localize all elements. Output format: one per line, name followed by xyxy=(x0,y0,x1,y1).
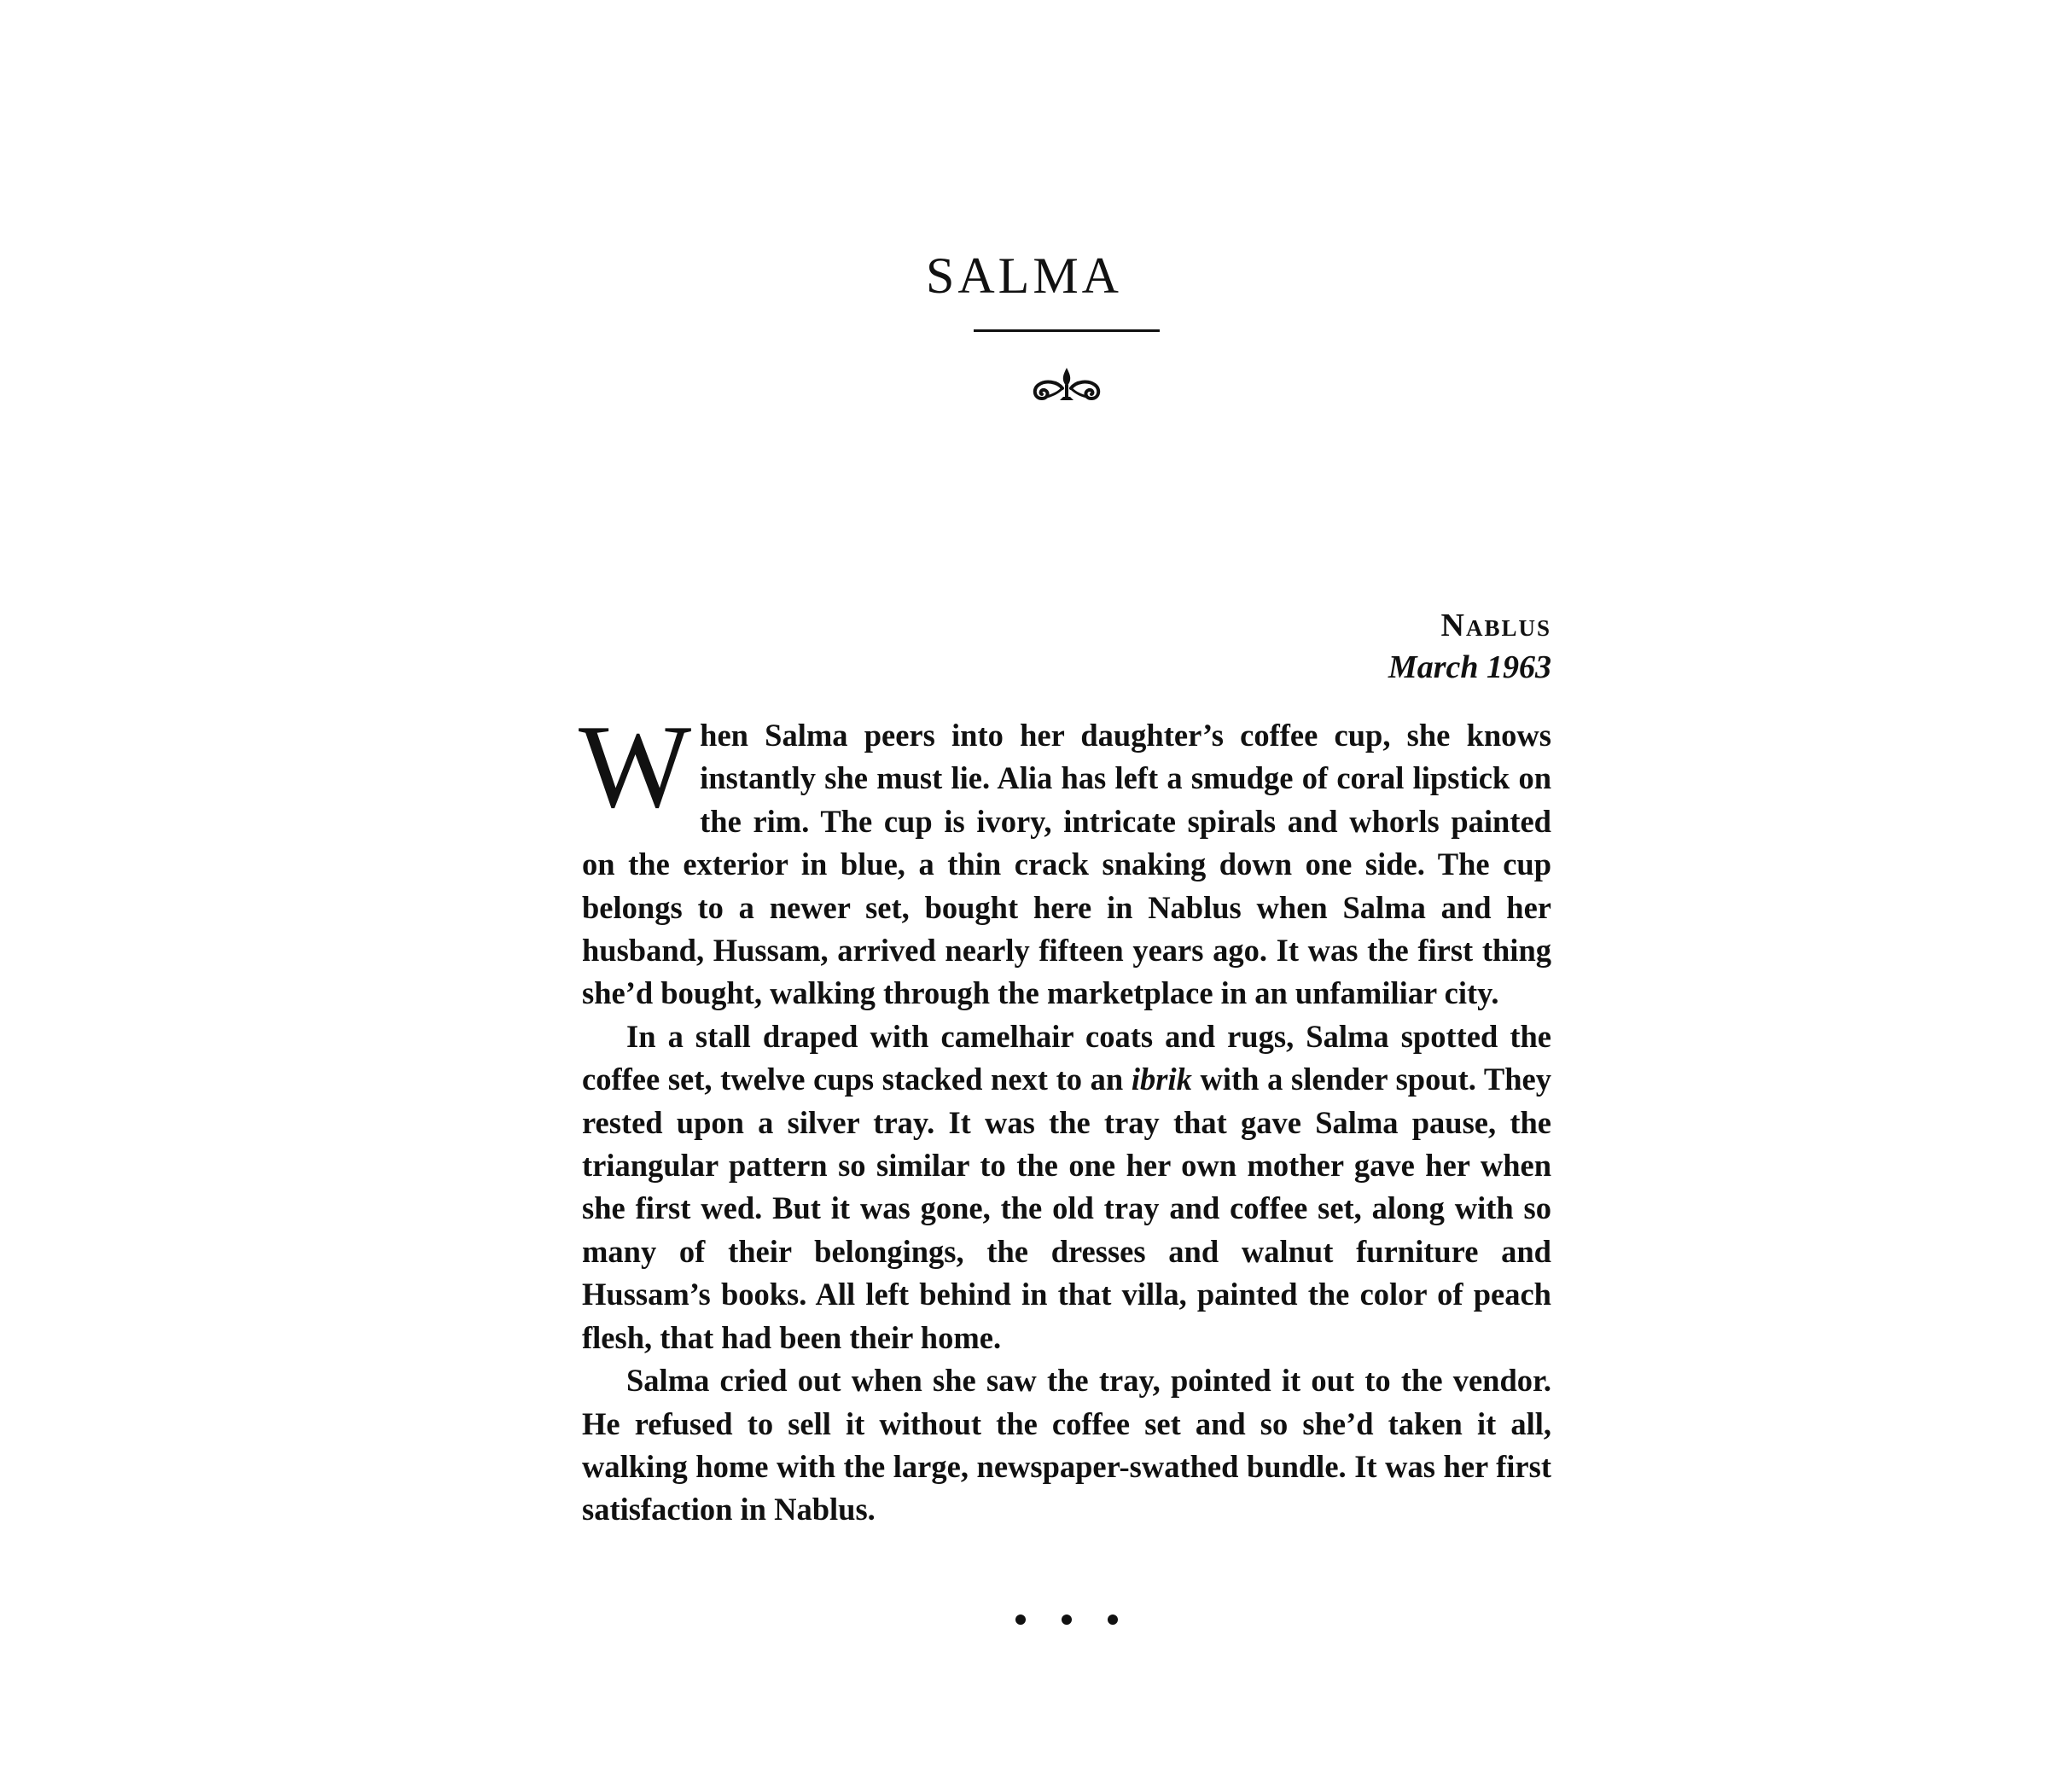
paragraph-1 xyxy=(579,701,1551,1015)
fleuron-ornament-icon xyxy=(1028,363,1105,405)
paragraph-2-text-b: with a slender spout. They rested upon a silver tray. It was the tray that gave Salma pause, the triangular pattern so similar to the one her own mother gave her when she first wed. But it was gone, the old tray and coffee set, along with so many of their belongings, the dresses and walnut furniture and Hussam’s books. All left behind in that villa, painted the color of peach flesh, that had been their home. xyxy=(582,1062,1551,1355)
title-rule xyxy=(974,329,1160,332)
location-date: March 1963 xyxy=(1388,649,1551,685)
paragraph-1-text: hen Salma peers into her daughter’s coffee cup, she knows instantly she must lie. Alia has left a smudge of coral lipstick on the rim. The cup is ivory, intricate spirals and whorls painted on the exterior in blue, a thin crack snaking down one side. The cup belongs to a newer set, bought here in Nablus when Salma and her husband, Hussam, arrived nearly fifteen years ago. It was the first thing she’d bought, walking through the marketplace in an unfamiliar city. xyxy=(582,718,1551,1011)
paragraph-3 xyxy=(582,1359,1551,1532)
paragraph-2-italic-word: ibrik xyxy=(1131,1062,1192,1097)
paragraph-2 xyxy=(582,1015,1551,1359)
scene-break-dot xyxy=(1108,1615,1118,1625)
scene-break xyxy=(1007,1611,1126,1628)
scene-break-dot xyxy=(1062,1615,1072,1625)
drop-cap: W xyxy=(579,701,692,833)
paragraph-2-text-a: In a stall draped with camelhair coats and rugs, Salma spotted the coffee set, twelve cups stacked next to an xyxy=(582,1018,1551,1097)
scene-break-dot xyxy=(1015,1615,1026,1625)
chapter-title: SALMA xyxy=(925,247,1123,304)
chapter-body xyxy=(579,701,1551,1532)
paragraph-3-text: Salma cried out when she saw the tray, pointed it out to the vendor. He refused to sell it without the coffee set and so she’d taken it all, walking home with the large, newspaper-swathed bundle. It was her first satisfaction in Nablus. xyxy=(582,1363,1551,1527)
location-place: Nablus xyxy=(1440,608,1551,643)
